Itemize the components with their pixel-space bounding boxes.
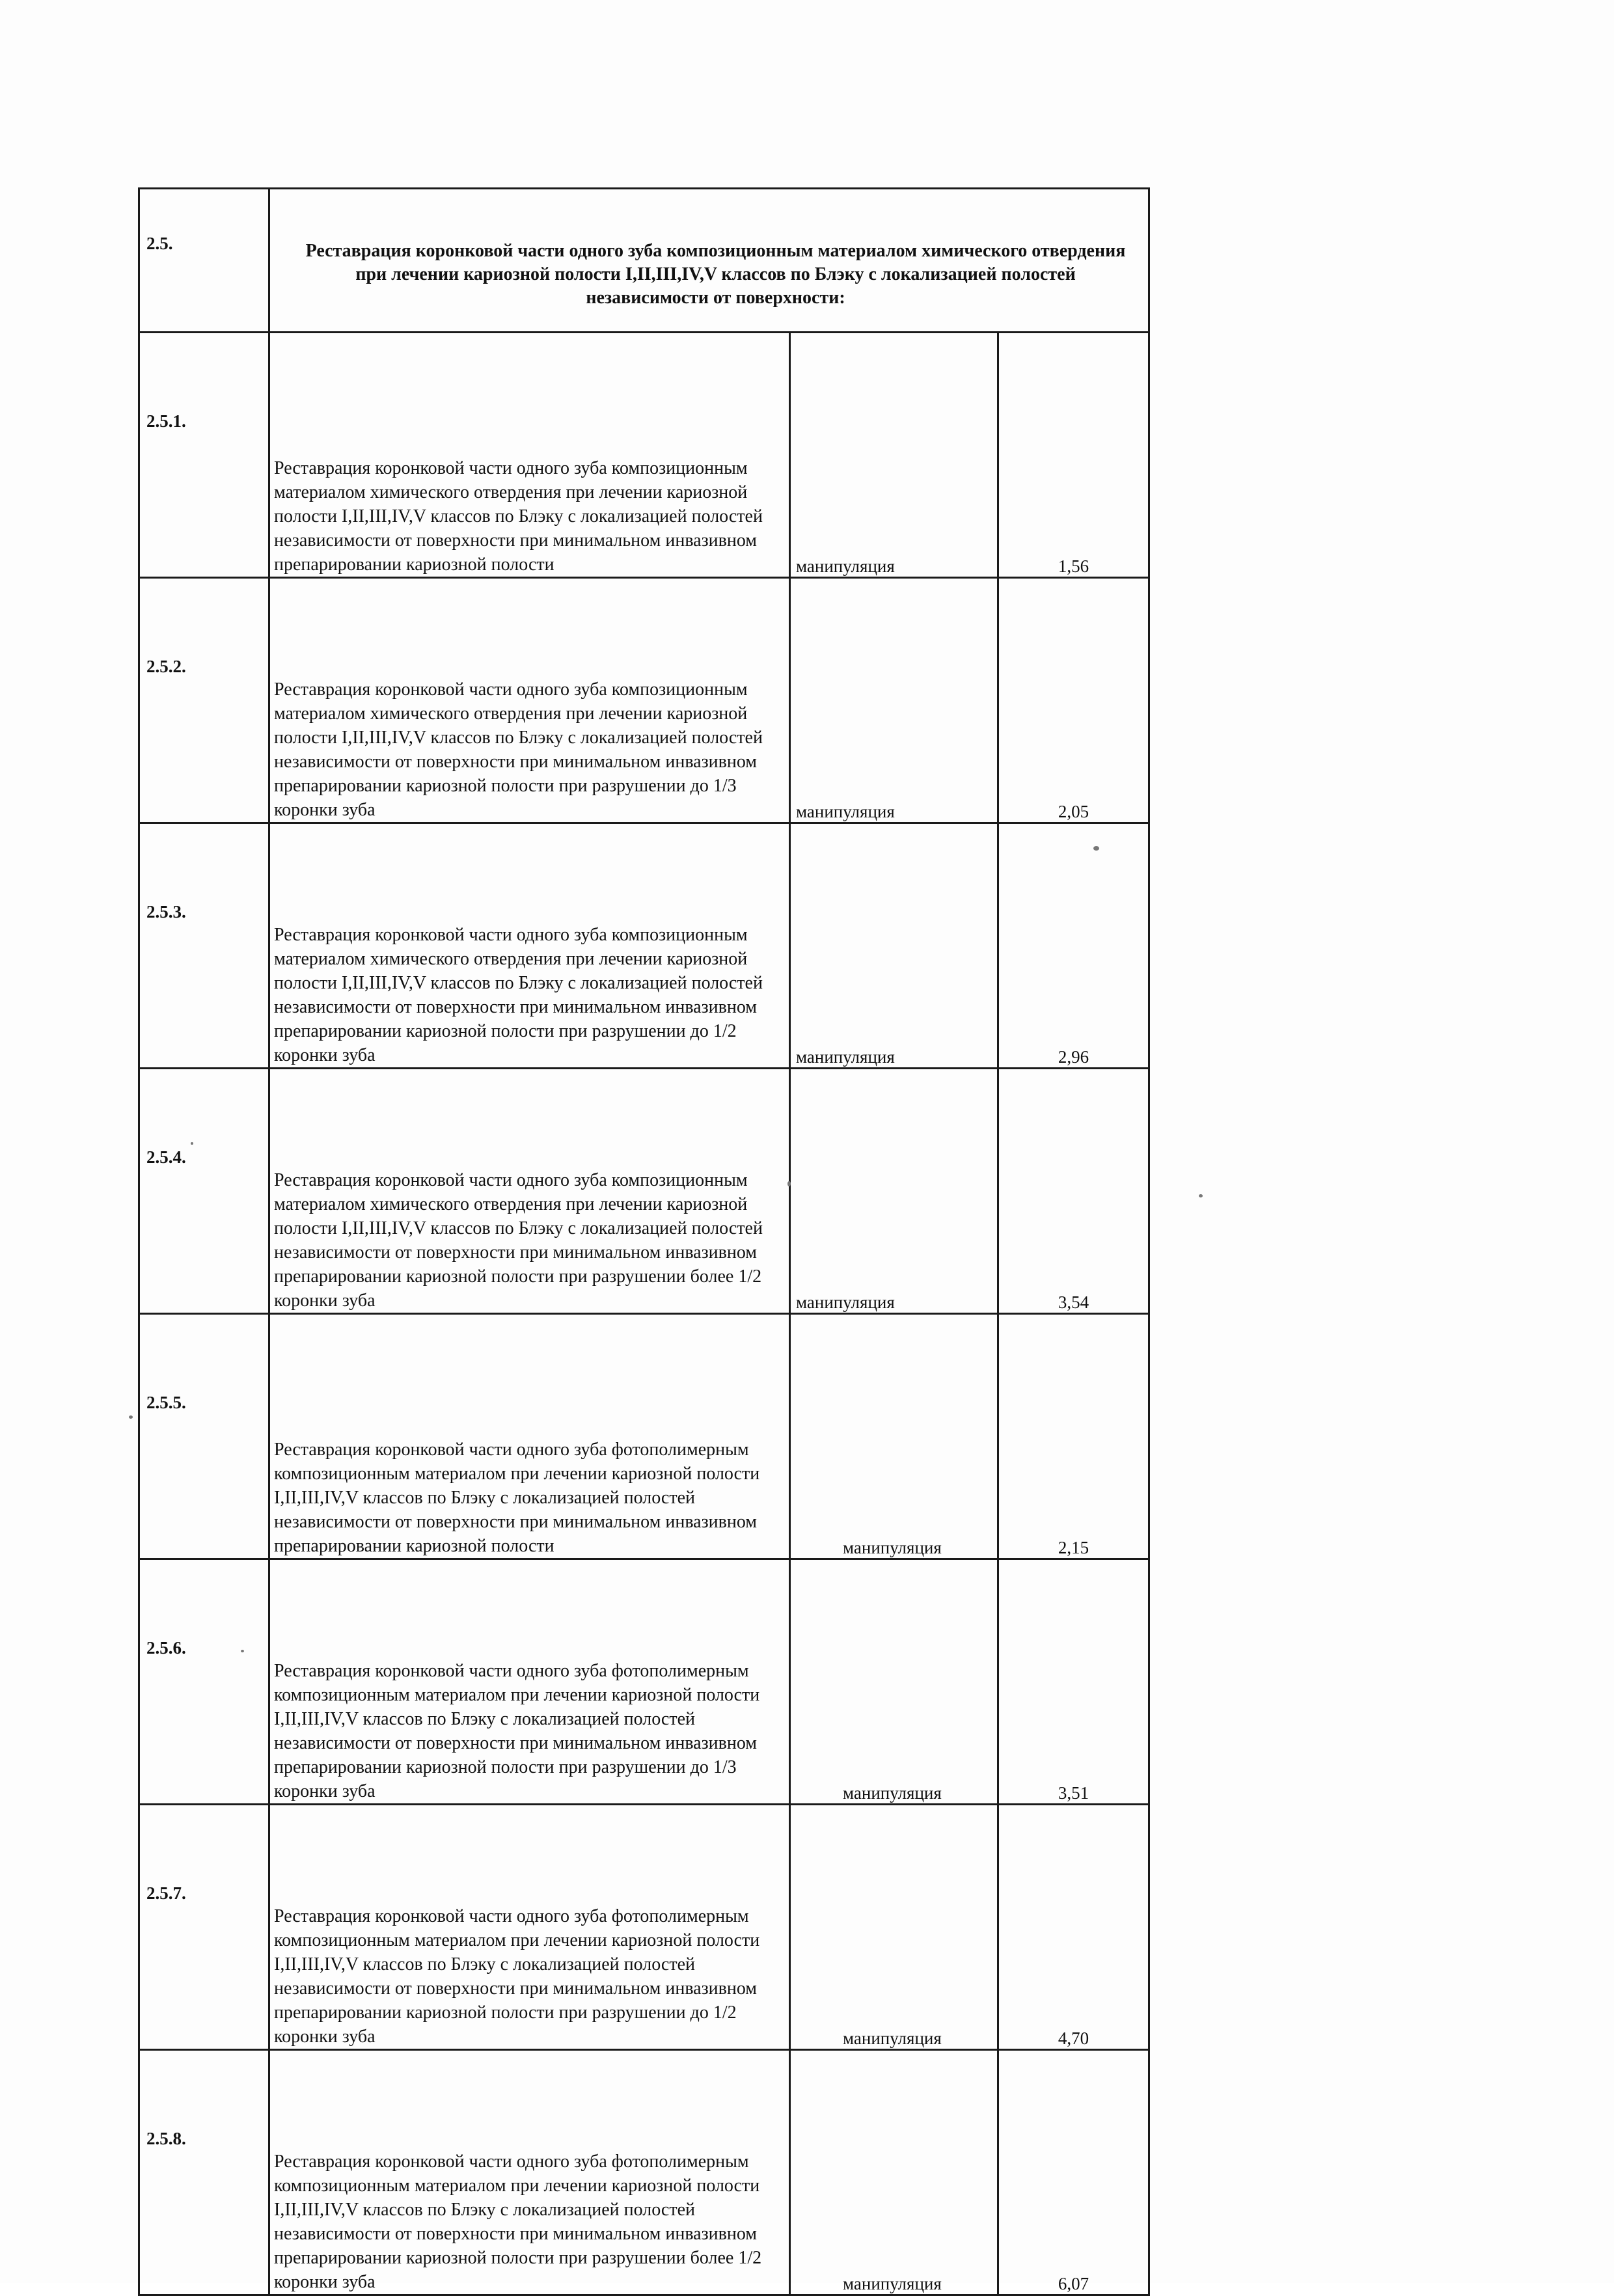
scan-speck <box>241 1650 244 1652</box>
scan-speck <box>1093 846 1099 851</box>
row-code: 2.5.7. <box>139 1805 269 2050</box>
scan-speck <box>1199 1194 1203 1197</box>
row-unit: манипуляция <box>790 578 998 823</box>
table-row <box>139 2050 1149 2295</box>
row-description: Реставрация коронковой части одного зуба фотополимерным композиционным материалом при лечении кариозной полости I,II,III,IV,V классов по Блэку с локализацией полостей независимости от поверхности при минимальном инвазивном препарировании кариозной полости при разрушении более 1/2 коронки зуба <box>269 2050 790 2295</box>
row-description: Реставрация коронковой части одного зуба композиционным материалом химического отвердения при лечении кариозной полости I,II,III,IV,V классов по Блэку с локализацией полостей независимости от поверхности при минимальном инвазивном препарировании кариозной полости при разрушении до 1/3 коронки зуба <box>269 578 790 823</box>
row-code: 2.5.1. <box>139 333 269 578</box>
row-unit: манипуляция <box>790 823 998 1069</box>
row-unit: манипуляция <box>790 1805 998 2050</box>
section-code: 2.5. <box>139 189 269 333</box>
table-row <box>139 1314 1149 1559</box>
section-title: Реставрация коронковой части одного зуба композиционным материалом химического отвердения при лечении кариозной полости I,II,III,IV,V классов по Блэку с локализацией полостей независимости от поверхности: <box>269 189 1149 333</box>
table-row <box>139 578 1149 823</box>
row-price: 2,05 <box>998 578 1149 823</box>
row-unit: манипуляция <box>790 333 998 578</box>
table-row <box>139 823 1149 1069</box>
row-code: 2.5.6. <box>139 1559 269 1805</box>
table-row <box>139 333 1149 578</box>
row-price: 2,96 <box>998 823 1149 1069</box>
row-code: 2.5.3. <box>139 823 269 1069</box>
row-code: 2.5.2. <box>139 578 269 823</box>
row-unit: манипуляция <box>790 2050 998 2295</box>
row-price: 2,15 <box>998 1314 1149 1559</box>
table-row <box>139 1805 1149 2050</box>
table-row <box>139 1069 1149 1314</box>
row-price: 6,07 <box>998 2050 1149 2295</box>
row-code: 2.5.5. <box>139 1314 269 1559</box>
row-description: Реставрация коронковой части одного зуба фотополимерным композиционным материалом при лечении кариозной полости I,II,III,IV,V классов по Блэку с локализацией полостей независимости от поверхности при минимальном инвазивном препарировании кариозной полости при разрушении до 1/3 коронки зуба <box>269 1559 790 1805</box>
row-code: 2.5.4. <box>139 1069 269 1314</box>
row-description: Реставрация коронковой части одного зуба композиционным материалом химического отвердения при лечении кариозной полости I,II,III,IV,V классов по Блэку с локализацией полостей независимости от поверхности при минимальном инвазивном препарировании кариозной полости <box>269 333 790 578</box>
row-unit: манипуляция <box>790 1559 998 1805</box>
row-unit: манипуляция <box>790 1069 998 1314</box>
row-unit: манипуляция <box>790 1314 998 1559</box>
scan-speck <box>191 1142 193 1145</box>
row-price: 4,70 <box>998 1805 1149 2050</box>
scan-speck <box>129 1415 133 1419</box>
row-price: 3,51 <box>998 1559 1149 1805</box>
row-description: Реставрация коронковой части одного зуба композиционным материалом химического отвердения при лечении кариозной полости I,II,III,IV,V классов по Блэку с локализацией полостей независимости от поверхности при минимальном инвазивном препарировании кариозной полости при разрушении до 1/2 коронки зуба <box>269 823 790 1069</box>
row-description: Реставрация коронковой части одного зуба фотополимерным композиционным материалом при лечении кариозной полости I,II,III,IV,V классов по Блэку с локализацией полостей независимости от поверхности при минимальном инвазивном препарировании кариозной полости <box>269 1314 790 1559</box>
row-price: 3,54 <box>998 1069 1149 1314</box>
row-description: Реставрация коронковой части одного зуба фотополимерным композиционным материалом при лечении кариозной полости I,II,III,IV,V классов по Блэку с локализацией полостей независимости от поверхности при минимальном инвазивном препарировании кариозной полости при разрушении до 1/2 коронки зуба <box>269 1805 790 2050</box>
row-code: 2.5.8. <box>139 2050 269 2295</box>
row-description: Реставрация коронковой части одного зуба композиционным материалом химического отвердения при лечении кариозной полости I,II,III,IV,V классов по Блэку с локализацией полостей независимости от поверхности при минимальном инвазивном препарировании кариозной полости при разрушении более 1/2 коронки зуба <box>269 1069 790 1314</box>
section-header-row <box>139 189 1149 333</box>
row-price: 1,56 <box>998 333 1149 578</box>
price-table <box>138 187 1150 2296</box>
table-row <box>139 1559 1149 1805</box>
scan-speck <box>787 1181 791 1186</box>
